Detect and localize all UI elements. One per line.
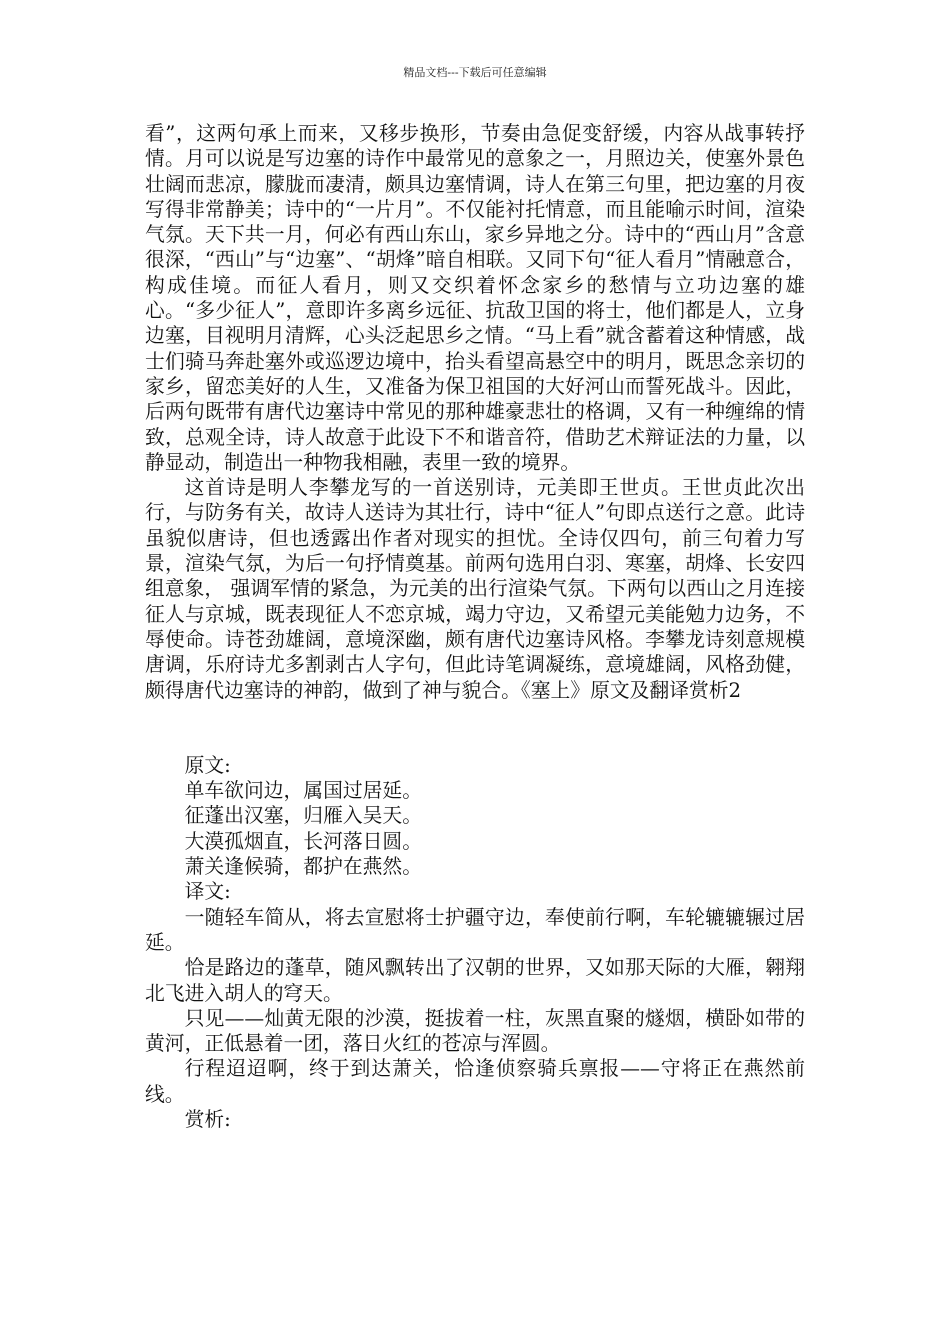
section-gap [145, 703, 805, 753]
paragraph-analysis-continued: 看”，这两句承上而来，又移步换形，节奏由急促变舒缓，内容从战事转抒情。月可以说是写边塞的诗作中最常见的意象之一，月照边关，使塞外景色壮阔而悲凉，朦胧而凄清，颇具边塞情调，诗人在第三句里，把边塞的月夜写得非常静美；诗中的“一片月”。不仅能衬托情意，而且能喻示时间，渲染气氛。天下共一月，何必有西山东山，家乡异地之分。诗中的“西山月”含意很深，“西山”与“边塞”、“胡烽”暗自相联。又同下句“征人看月”情融意合，构成佳境。而征人看月，则又交织着怀念家乡的愁情与立功边塞的雄心。“多少征人”，意即许多离乡远征、抗敌卫国的将士，他们都是人，立身边塞，目视明月清辉，心头泛起思乡之情。“马上看”就含蓄着这种情感，战士们骑马奔赴塞外或巡逻边境中，抬头看望高悬空中的明月，既思念亲切的家乡，留恋美好的人生，又准备为保卫祖国的大好河山而誓死战斗。因此，后两句既带有唐代边塞诗中常见的那种雄豪悲壮的格调，又有一种缠绵的情致，总观全诗，诗人故意于此设下不和谐音符，借助艺术辩证法的力量，以静显动，制造出一种物我相融，表里一致的境界。 [145, 122, 805, 474]
document-body [145, 121, 805, 1132]
poem-line: 大漠孤烟直，长河落日圆。 [184, 829, 422, 853]
original-label: 原文: [184, 753, 231, 777]
page-header: 精品文档---下载后可任意编辑 [403, 66, 547, 79]
translation-paragraph: 行程迢迢啊，终于到达萧关，恰逢侦察骑兵禀报——守将正在燕然前线。 [145, 1057, 805, 1106]
translation-paragraph: 一随轻车简从，将去宣慰将士护疆守边，奉使前行啊，车轮辘辘辗过居延。 [145, 905, 805, 954]
poem-line: 萧关逢候骑，都护在燕然。 [184, 855, 422, 879]
translation-paragraph: 只见——灿黄无限的沙漠，挺拔着一柱，灰黑直聚的燧烟，横卧如带的黄河，正低悬着一团，落日火红的苍凉与浑圆。 [145, 1006, 805, 1056]
appreciation-label: 赏析: [184, 1107, 231, 1131]
poem-line: 单车欲问边，属国过居延。 [184, 779, 422, 803]
paragraph-background: 这首诗是明人李攀龙写的一首送别诗，元美即王世贞。王世贞此次出行，与防务有关，故诗人送诗为其壮行，诗中“征人”句即点送行之意。此诗虽貌似唐诗，但也透露出作者对现实的担忧。全诗仅四句，前三句着力写景，渲染气氛，为后一句抒情奠基。前两句选用白羽、寒塞，胡烽、长安四组意象， 强调军情的紧急，为元美的出行渲染气氛。下两句以西山之月连接征人与京城，既表现征人不恋京城，竭力守边，又希望元美能勉力边务，不辱使命。诗苍劲雄阔，意境深幽，颇有唐代边塞诗风格。李攀龙诗刻意规模唐调，乐府诗尤多割剥古人字句，但此诗笔调凝练，意境雄阔，风格劲健，颇得唐代边塞诗的神韵，做到了神与貌合。《塞上》原文及翻译赏析2 [145, 476, 805, 702]
poem-line: 征蓬出汉塞，归雁入吴天。 [184, 804, 422, 828]
translation-paragraph: 恰是路边的蓬草，随风飘转出了汉朝的世界，又如那天际的大雁，翱翔北飞进入胡人的穹天。 [145, 956, 805, 1005]
translation-label: 译文: [184, 880, 231, 904]
